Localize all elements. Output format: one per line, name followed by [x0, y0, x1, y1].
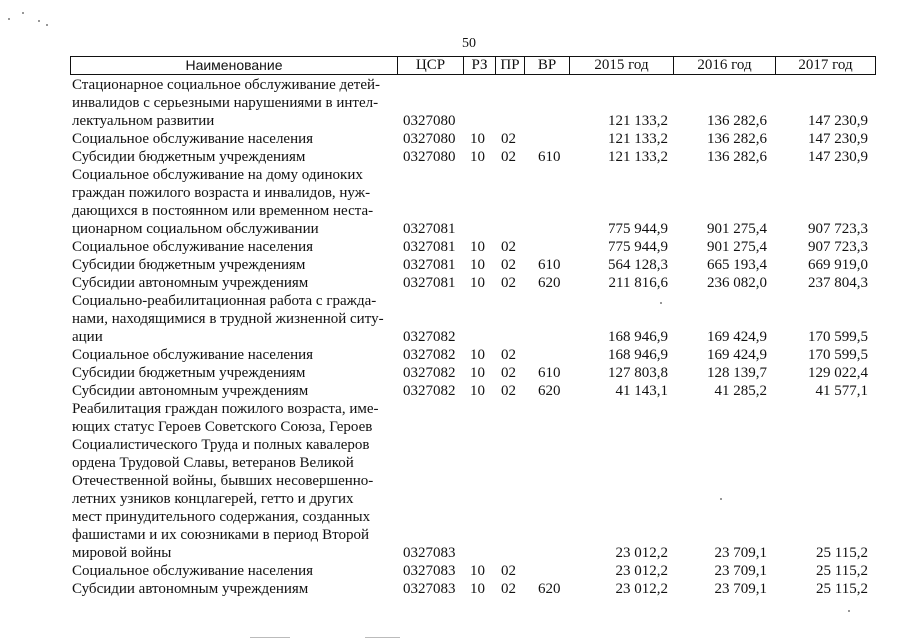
table-row [72, 184, 872, 202]
cell-rz: 10 [470, 275, 485, 291]
cell-name: Субсидии автономным учреждениям [72, 581, 309, 597]
cell-rz: 10 [470, 347, 485, 363]
cell-y2016: 665 193,4 [707, 257, 767, 273]
scan-speck [720, 498, 722, 500]
table-row [72, 238, 872, 256]
cell-pr: 02 [501, 275, 516, 291]
cell-y2015: 168 946,9 [608, 329, 668, 345]
table-row [72, 220, 872, 238]
cell-y2016: 136 282,6 [707, 149, 767, 165]
cell-name: Социальное обслуживание населения [72, 563, 314, 579]
cell-y2016: 901 275,4 [707, 239, 767, 255]
cell-y2016: 23 709,1 [714, 545, 767, 561]
cell-y2016: 41 285,2 [714, 383, 767, 399]
cell-csr: 0327081 [403, 257, 456, 273]
table-row [72, 130, 872, 148]
cell-name: Субсидии автономным учреждениям [72, 275, 309, 291]
cell-csr: 0327082 [403, 347, 456, 363]
cell-y2017: 237 804,3 [808, 275, 868, 291]
cell-y2017: 907 723,3 [808, 221, 868, 237]
cell-name: Стационарное социальное обслуживание детей- [72, 77, 381, 93]
cell-pr: 02 [501, 365, 516, 381]
header-vr: ВР [525, 57, 570, 74]
cell-rz: 10 [470, 581, 485, 597]
page-number: 50 [462, 36, 476, 51]
cell-y2016: 128 139,7 [707, 365, 767, 381]
table-row [72, 310, 872, 328]
table-row [72, 544, 872, 562]
cell-name: Социалистического Труда и полных кавалеров [72, 437, 370, 453]
table-row [72, 112, 872, 130]
cell-vr: 620 [538, 275, 561, 291]
cell-name: лектуальном развитии [72, 113, 215, 129]
cell-pr: 02 [501, 383, 516, 399]
scan-speck [38, 20, 40, 22]
cell-csr: 0327080 [403, 131, 456, 147]
cell-name: дающихся в постоянном или временном неста- [72, 203, 374, 219]
cell-rz: 10 [470, 383, 485, 399]
table-row [72, 526, 872, 544]
table-row [72, 256, 872, 274]
cell-csr: 0327082 [403, 329, 456, 345]
cell-y2016: 23 709,1 [714, 563, 767, 579]
cell-name: летних узников концлагерей, гетто и других [72, 491, 354, 507]
table-row [72, 436, 872, 454]
cell-rz: 10 [470, 257, 485, 273]
header-2015: 2015 год [570, 57, 674, 74]
cell-y2016: 236 082,0 [707, 275, 767, 291]
cell-rz: 10 [470, 239, 485, 255]
cell-pr: 02 [501, 239, 516, 255]
cell-y2015: 121 133,2 [608, 149, 668, 165]
table-row [72, 490, 872, 508]
table-header [70, 56, 876, 75]
table-row [72, 94, 872, 112]
cell-y2017: 669 919,0 [808, 257, 868, 273]
cell-name: Социальное обслуживание населения [72, 239, 314, 255]
cell-name: Социальное обслуживание населения [72, 131, 314, 147]
cell-name: мировой войны [72, 545, 172, 561]
cell-y2017: 25 115,2 [816, 545, 868, 561]
cell-y2016: 169 424,9 [707, 329, 767, 345]
cell-y2015: 775 944,9 [608, 221, 668, 237]
cell-rz: 10 [470, 149, 485, 165]
scan-speck [22, 12, 24, 14]
cell-name: мест принудительного содержания, созданных [72, 509, 371, 525]
cell-y2016: 136 282,6 [707, 113, 767, 129]
cell-y2015: 41 143,1 [615, 383, 668, 399]
cell-y2016: 23 709,1 [714, 581, 767, 597]
header-pr: ПР [496, 57, 525, 74]
cell-vr: 610 [538, 365, 561, 381]
cell-y2016: 169 424,9 [707, 347, 767, 363]
cell-y2015: 121 133,2 [608, 131, 668, 147]
header-2016: 2016 год [674, 57, 776, 74]
cell-name: Социально-реабилитационная работа с гражда- [72, 293, 377, 309]
table-row [72, 382, 872, 400]
table-row [72, 364, 872, 382]
cell-csr: 0327080 [403, 149, 456, 165]
table-body [72, 76, 872, 598]
cell-name: Социальное обслуживание на дому одиноких [72, 167, 363, 183]
cell-y2015: 564 128,3 [608, 257, 668, 273]
cell-rz: 10 [470, 131, 485, 147]
cell-vr: 620 [538, 383, 561, 399]
cell-y2015: 23 012,2 [615, 545, 668, 561]
cell-y2017: 170 599,5 [808, 329, 868, 345]
cell-y2017: 25 115,2 [816, 581, 868, 597]
cell-csr: 0327083 [403, 581, 456, 597]
table-row [72, 202, 872, 220]
cell-y2015: 127 803,8 [608, 365, 668, 381]
cell-y2016: 136 282,6 [707, 131, 767, 147]
header-rz: РЗ [464, 57, 496, 74]
scan-mark [250, 637, 290, 638]
table-row [72, 292, 872, 310]
cell-y2017: 147 230,9 [808, 131, 868, 147]
cell-y2015: 23 012,2 [615, 563, 668, 579]
cell-name: ордена Трудовой Славы, ветеранов Великой [72, 455, 354, 471]
cell-name: инвалидов с серьезными нарушениями в интел- [72, 95, 379, 111]
cell-name: Социальное обслуживание населения [72, 347, 314, 363]
cell-name: Реабилитация граждан пожилого возраста, име- [72, 401, 379, 417]
scan-speck [46, 24, 48, 26]
cell-y2015: 211 816,6 [608, 275, 668, 291]
table-row [72, 454, 872, 472]
cell-y2017: 147 230,9 [808, 149, 868, 165]
cell-name: фашистами и их союзниками в период Второй [72, 527, 370, 543]
cell-csr: 0327081 [403, 275, 456, 291]
table-row [72, 400, 872, 418]
cell-csr: 0327081 [403, 239, 456, 255]
cell-y2017: 41 577,1 [815, 383, 868, 399]
scan-speck [8, 18, 10, 20]
cell-vr: 610 [538, 257, 561, 273]
cell-pr: 02 [501, 149, 516, 165]
cell-name: ционарном социальном обслуживании [72, 221, 319, 237]
header-csr: ЦСР [398, 57, 464, 74]
scan-speck [660, 302, 662, 304]
cell-y2016: 901 275,4 [707, 221, 767, 237]
header-2017: 2017 год [798, 57, 853, 73]
cell-y2017: 170 599,5 [808, 347, 868, 363]
cell-name: ющих статус Героев Советского Союза, Героев [72, 419, 373, 435]
cell-csr: 0327081 [403, 221, 456, 237]
cell-name: Субсидии бюджетным учреждениям [72, 149, 306, 165]
cell-csr: 0327080 [403, 113, 456, 129]
cell-pr: 02 [501, 131, 516, 147]
cell-vr: 610 [538, 149, 561, 165]
cell-name: Субсидии бюджетным учреждениям [72, 257, 306, 273]
table-row [72, 346, 872, 364]
cell-rz: 10 [470, 563, 485, 579]
scan-mark [365, 637, 400, 638]
cell-pr: 02 [501, 581, 516, 597]
table-row [72, 76, 872, 94]
table-row [72, 166, 872, 184]
cell-y2015: 168 946,9 [608, 347, 668, 363]
table-row [72, 328, 872, 346]
table-row [72, 274, 872, 292]
cell-pr: 02 [501, 257, 516, 273]
table-row [72, 418, 872, 436]
scan-speck [848, 610, 850, 612]
cell-pr: 02 [501, 563, 516, 579]
cell-csr: 0327082 [403, 365, 456, 381]
cell-name: Субсидии автономным учреждениям [72, 383, 309, 399]
cell-y2017: 907 723,3 [808, 239, 868, 255]
cell-csr: 0327083 [403, 563, 456, 579]
table-row [72, 508, 872, 526]
cell-y2017: 25 115,2 [816, 563, 868, 579]
header-name: Наименование [71, 57, 398, 74]
cell-y2015: 121 133,2 [608, 113, 668, 129]
cell-rz: 10 [470, 365, 485, 381]
table-row [72, 580, 872, 598]
cell-y2015: 775 944,9 [608, 239, 668, 255]
table-row [72, 472, 872, 490]
cell-name: Отечественной войны, бывших несовершенно- [72, 473, 374, 489]
table-row [72, 562, 872, 580]
cell-name: нами, находящимися в трудной жизненной ситу- [72, 311, 384, 327]
cell-y2017: 129 022,4 [808, 365, 868, 381]
cell-y2017: 147 230,9 [808, 113, 868, 129]
cell-csr: 0327082 [403, 383, 456, 399]
cell-csr: 0327083 [403, 545, 456, 561]
cell-name: граждан пожилого возраста и инвалидов, нуж- [72, 185, 371, 201]
cell-y2015: 23 012,2 [615, 581, 668, 597]
cell-vr: 620 [538, 581, 561, 597]
cell-name: Субсидии бюджетным учреждениям [72, 365, 306, 381]
cell-pr: 02 [501, 347, 516, 363]
table-row [72, 148, 872, 166]
cell-name: ации [72, 329, 103, 345]
